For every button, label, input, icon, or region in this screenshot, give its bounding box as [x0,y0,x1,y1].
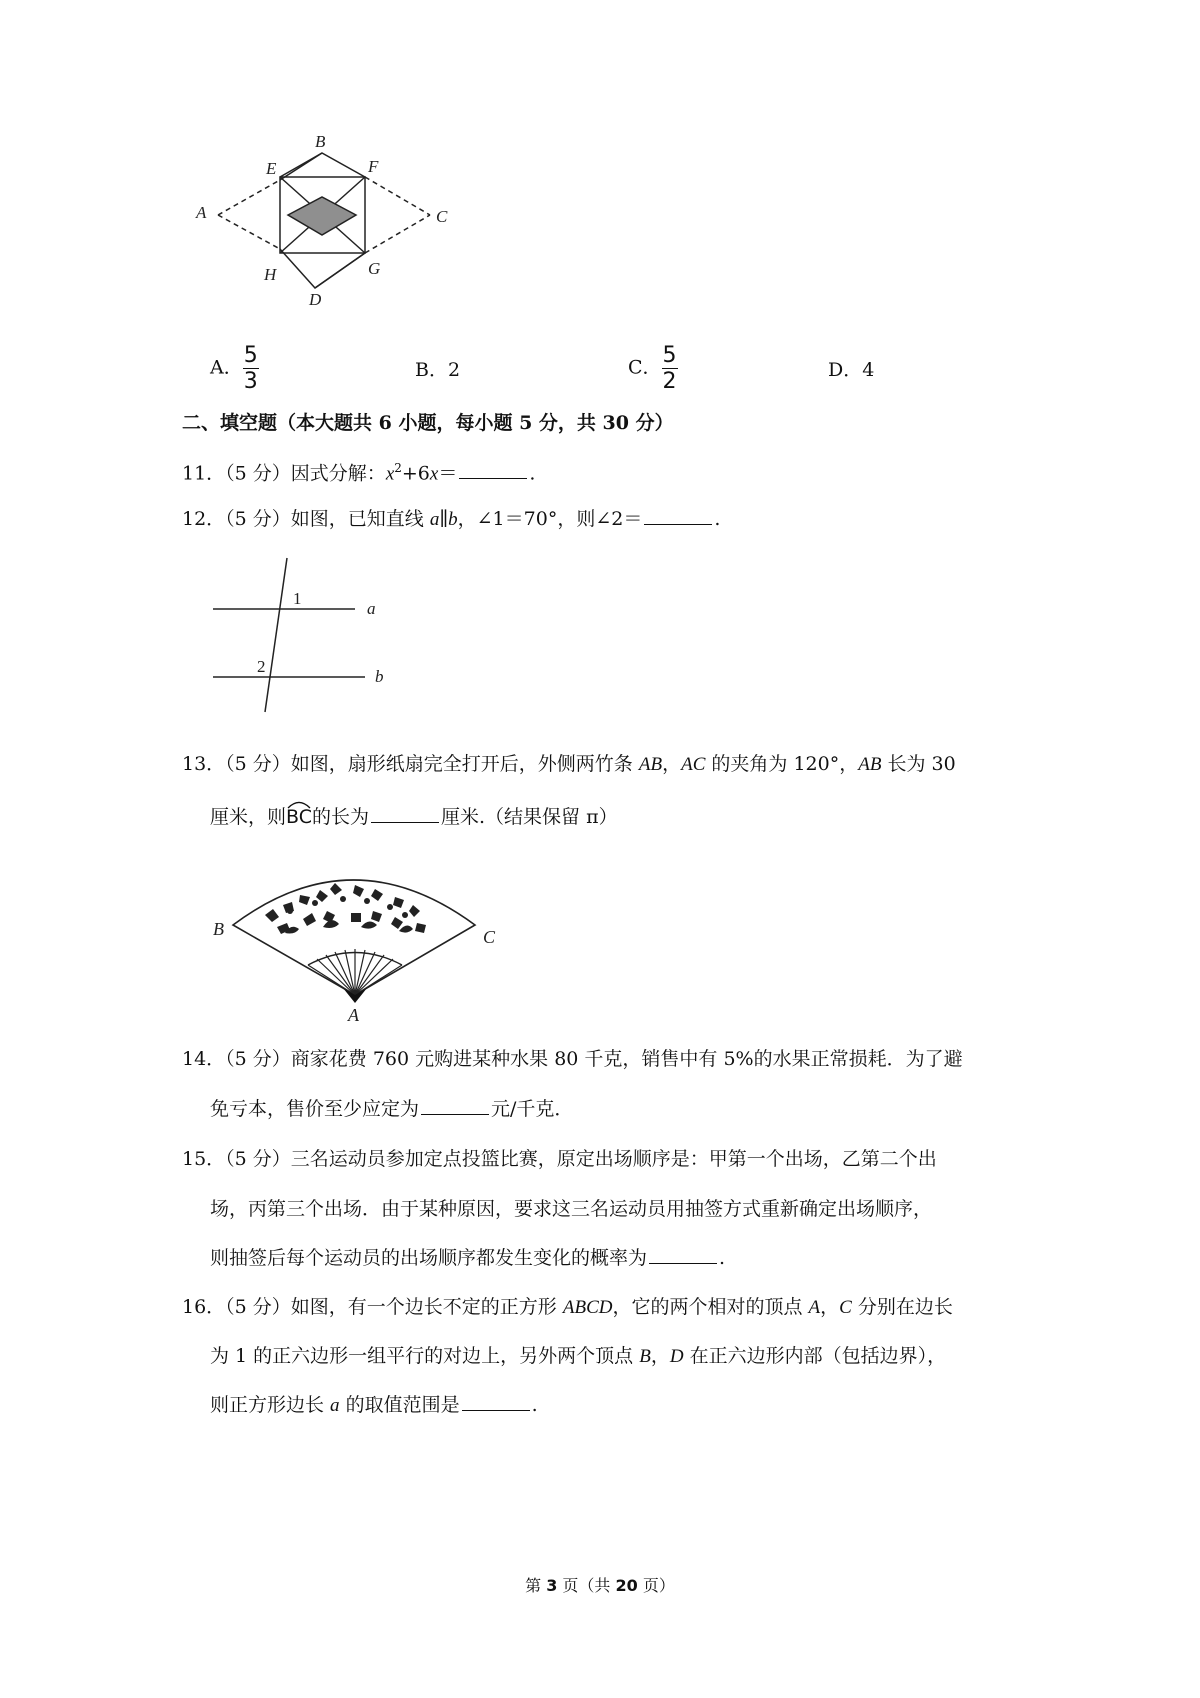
rhombus-dashed-left-bottom [218,215,280,249]
option-a: A． $\frac{5}{3}$ [210,343,258,395]
question-16-line3: 则正方形边长 a 的取值范围是 . [210,1394,538,1416]
page-number: 3 [546,1576,558,1595]
label-C: C [436,207,448,226]
question-14-line1: 14．（5 分）商家花费 760 元购进某种水果 80 千克，销售中有 5%的水果正常损耗．为了避 [182,1048,963,1070]
figure-parallel-lines [205,550,405,720]
question-14-line2: 免亏本，售价至少应定为 元/千克． [210,1098,574,1120]
rhombus-dashed-right-top [365,177,430,215]
figure-folding-fan [205,845,505,1025]
rhombus-dashed-left [218,180,280,215]
label-E: E [266,159,277,178]
angle-1-label: 1 [293,589,302,608]
question-15-line1: 15．（5 分）三名运动员参加定点投篮比赛，原定出场顺序是：甲第一个出场，乙第二个出 [182,1148,937,1170]
shaded-rhombus [288,197,356,235]
label-G: G [368,259,381,278]
question-13-line1: 13．（5 分）如图，扇形纸扇完全打开后，外侧两竹条 AB，AC 的夹角为 120°，AB 长为 30 [182,753,956,775]
label-H: H [264,265,277,284]
fraction-5-2: $\frac{5}{2}$ [662,343,677,395]
question-16-line1: 16．（5 分）如图，有一个边长不定的正方形 ABCD，它的两个相对的顶点 A，C 分别在边长 [182,1296,953,1318]
page-footer: 第 3 页（共 20 页） [525,1576,675,1595]
answer-blank [371,821,439,823]
question-15-line3: 则抽签后每个运动员的出场顺序都发生变化的概率为 . [210,1247,726,1269]
section-title: 二、填空题（本大题共 6 小题，每小题 5 分，共 30 分） [182,412,674,434]
option-b: B．2 [415,359,461,381]
question-16-line2: 为 1 的正六边形一组平行的对边上，另外两个顶点 B，D 在正六边形内部（包括边界）， [210,1345,947,1367]
answer-blank [421,1113,489,1115]
rhombus-top-edges [280,153,365,180]
option-d: D．4 [828,359,875,381]
answer-blank [459,477,527,479]
fan-label-A: A [348,1005,359,1025]
figure-rhombus-rectangle [190,125,480,325]
fraction-5-3: $\frac{5}{3}$ [243,343,258,395]
answer-blank [649,1262,717,1264]
label-A: A [196,203,207,222]
total-pages: 20 [615,1576,638,1595]
question-11: 11．（5 分）因式分解：$x^2+6x=$ . [182,461,536,485]
label-D: D [309,290,322,309]
arc-bc: BC [286,808,312,827]
answer-blank [462,1409,530,1411]
question-15-line2: 场，丙第三个出场．由于某种原因，要求这三名运动员用抽签方式重新确定出场顺序， [210,1198,933,1220]
line-b-label: b [375,667,384,686]
transversal [265,558,287,712]
option-c: C． $\frac{5}{2}$ [628,343,677,395]
label-F: F [368,157,379,176]
answer-blank [644,523,712,525]
angle-2-label: 2 [257,657,266,676]
label-B: B [315,132,326,151]
fan-outline [233,880,475,995]
line-a-label: a [367,599,376,618]
fan-label-C: C [483,927,496,947]
rhombus-dashed-right-bottom [365,215,430,253]
question-13-line2: 厘米，则 BC的长为 厘米.（结果保留 π） [210,808,618,827]
fan-label-B: B [213,919,224,939]
question-12: 12．（5 分）如图，已知直线 a∥b，∠1＝70°，则∠2＝ . [182,508,721,530]
